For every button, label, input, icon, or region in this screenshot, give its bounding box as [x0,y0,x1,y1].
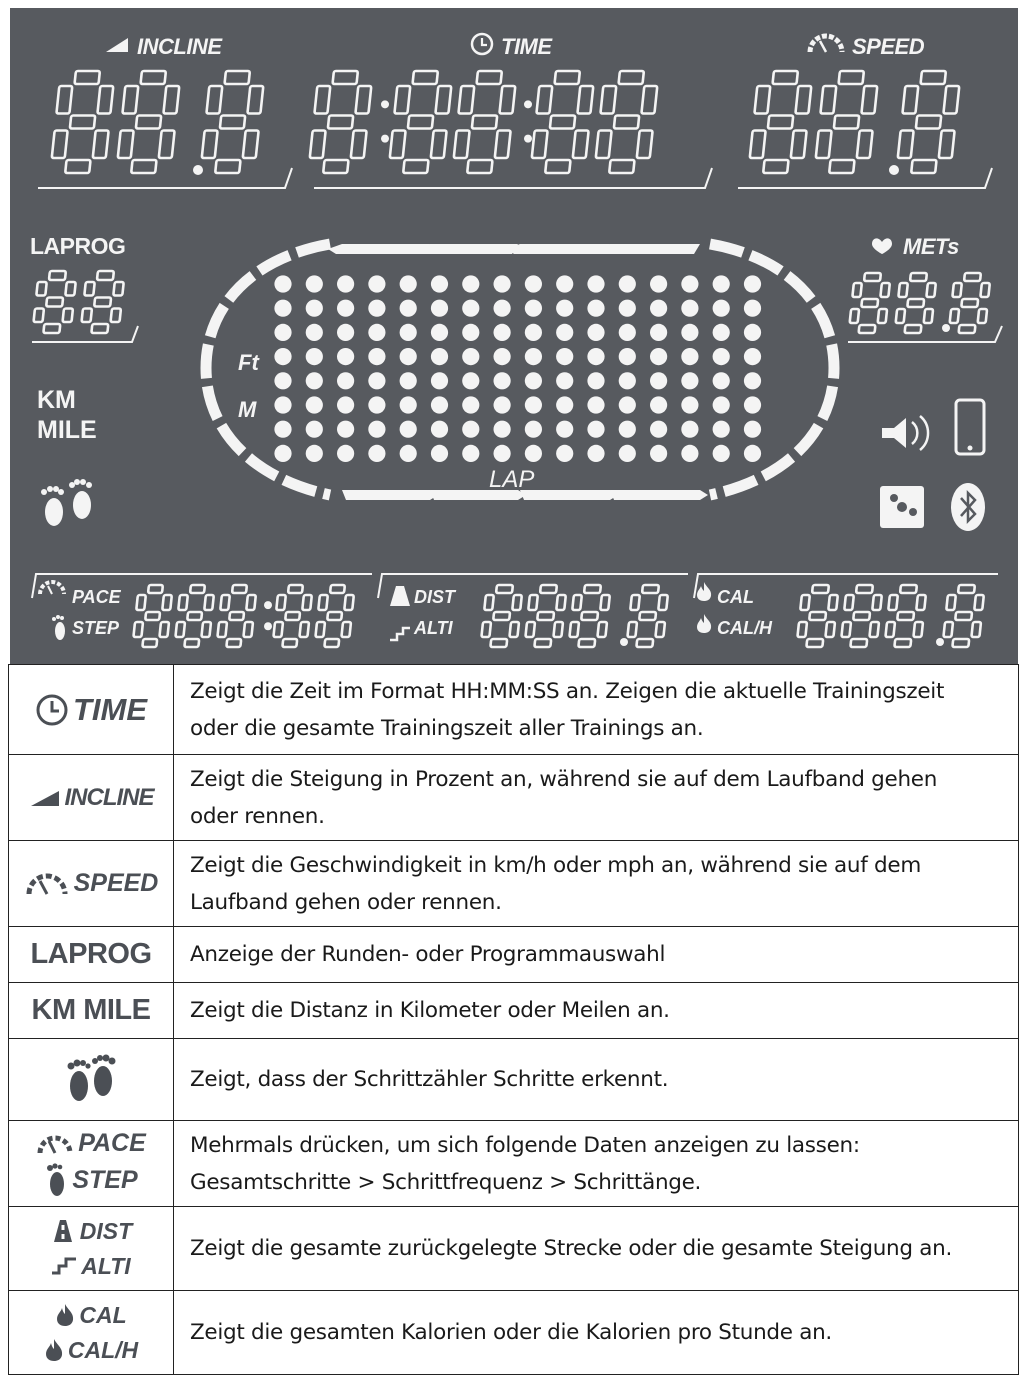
matrix-dot [556,372,573,389]
matrix-dot [337,396,354,413]
matrix-dot [556,445,573,462]
matrix-dot [337,421,354,438]
matrix-dot [462,348,479,365]
speed-digit [896,71,961,173]
legend-key-speed [9,841,174,927]
alti-icon [390,628,410,640]
legend-key-label: LAPROG [30,938,152,970]
pace-colon [264,601,272,609]
legend-row-time [9,665,1019,755]
legend-key-label: PACE [78,1129,146,1157]
matrix-dot [525,324,542,341]
legend-desc-line: Zeigt die Steigung in Prozent an, während sie auf dem Laufband gehen [190,766,938,792]
console-display [10,8,1018,664]
matrix-dot [650,396,667,413]
legend-key-incline [9,755,174,841]
footprints-icon [58,489,64,495]
matrix-dot [368,300,385,317]
bluetooth-speaker-icon [920,416,928,450]
matrix-dot [619,324,636,341]
dist-digit [480,585,523,647]
matrix-dot [681,348,698,365]
matrix-dot [713,348,730,365]
time-label: TIME [501,34,552,59]
legend-key-label: CAL/H [67,1336,139,1363]
legend-key-label: ALTI [81,1252,131,1279]
legend-key-label: SPEED [73,869,159,897]
time-digit [308,71,373,173]
legend-desc [174,1291,1019,1375]
lcd-graphics [10,8,1018,664]
step-label: STEP [72,618,120,638]
cal-digit [884,585,927,647]
incline-digit [50,71,115,173]
matrix-dot [400,396,417,413]
matrix-dot [431,348,448,365]
dist-digit [524,585,567,647]
matrix-dot [462,396,479,413]
matrix-dot [306,324,323,341]
matrix-dot [556,421,573,438]
matrix-dot [681,300,698,317]
legend-key-label: KM MILE [31,994,151,1026]
matrix-dot [494,445,511,462]
dist-icon [390,586,410,606]
legend-key-label: CAL [79,1301,127,1328]
legend-key-cal [9,1291,174,1375]
matrix-dot [337,300,354,317]
matrix-dot [587,348,604,365]
matrix-dot [431,445,448,462]
matrix-dot [556,275,573,292]
matrix-dot [619,300,636,317]
time-digit [594,71,659,173]
matrix-dot [619,396,636,413]
matrix-dot [306,421,323,438]
cal-label: CAL [717,587,754,607]
track-arrow [610,490,708,500]
pace-digit [272,585,313,647]
dist-decimal [620,638,628,646]
matrix-dot [274,300,291,317]
matrix-dot [525,372,542,389]
footprints-icon [41,489,47,495]
matrix-dot [525,396,542,413]
matrix-dot [713,372,730,389]
legend-key-label: TIME [72,691,148,727]
foot-icon [52,617,56,621]
matrix-dot [337,348,354,365]
matrix-dot [368,275,385,292]
incline-decimal [193,165,203,175]
incline-label: INCLINE [137,34,222,59]
footprints-icon [45,498,63,526]
matrix-dot [556,300,573,317]
legend-row-pace-step [9,1121,1019,1207]
legend-row-speed [9,841,1019,927]
time-colon [381,100,389,108]
matrix-dot [587,396,604,413]
legend-desc-line: Gesamtschritte > Schrittfrequenz > Schrittänge. [190,1169,702,1195]
speed-label: SPEED [852,34,925,59]
time-colon [381,135,389,143]
matrix-dot [587,300,604,317]
footprints-icon [69,482,75,488]
legend-desc [174,927,1019,983]
matrix-dot [306,300,323,317]
time-underline [314,168,712,188]
cal-digit [942,585,985,647]
matrix-dot [650,300,667,317]
speedometer-icon [820,41,826,52]
mets-digit [949,273,991,333]
legend-desc-line: Zeigt die Zeit im Format HH:MM:SS an. Zeigen die aktuelle Trainingszeit [190,678,945,704]
matrix-dot [587,421,604,438]
matrix-dot [400,275,417,292]
matrix-dot [400,348,417,365]
matrix-dot [744,324,761,341]
legend-desc [174,755,1019,841]
matrix-dot [400,445,417,462]
matrix-dot [462,445,479,462]
matrix-dot [494,300,511,317]
matrix-dot [650,421,667,438]
matrix-dot [650,372,667,389]
foot-icon [44,1162,68,1198]
matrix-dot [274,372,291,389]
matrix-dot [306,275,323,292]
incline-underline [38,168,292,188]
legend-desc [174,665,1019,755]
alti-icon [51,1257,77,1275]
flame-icon [55,1303,75,1327]
speed-decimal [889,165,899,175]
matrix-dot [713,445,730,462]
matrix-dot [525,275,542,292]
incline-icon [29,788,61,808]
dist-digit [568,585,611,647]
dist-digit [626,585,669,647]
matrix-dot [306,445,323,462]
flame-icon [44,1338,64,1362]
smartphone-icon [968,446,973,451]
matrix-dot [556,348,573,365]
fan-icon [897,502,907,512]
legend-desc-line: Zeigt die Distanz in Kilometer oder Meilen an. [190,998,670,1023]
matrix-dot [619,275,636,292]
matrix-dot [713,396,730,413]
matrix-dot [368,324,385,341]
foot-icon [56,615,60,619]
matrix-dot [744,396,761,413]
matrix-dot [368,421,385,438]
legend-desc-line: Zeigt, dass der Schrittzähler Schritte erkennt. [190,1067,669,1092]
km-label: KM [37,386,76,414]
matrix-dot [713,275,730,292]
incline-digit [116,71,181,173]
matrix-dot [525,421,542,438]
legend-desc-line: Zeigt die gesamten Kalorien oder die Kalorien pro Stunde an. [190,1320,832,1345]
speed-digit [748,71,813,173]
calh-label: CAL/H [717,618,772,638]
matrix-dot [587,372,604,389]
time-digit [530,71,595,173]
legend-key-label: INCLINE [64,783,154,811]
matrix-dot [713,324,730,341]
time-digit [388,71,453,173]
bluetooth-speaker-icon [882,418,906,448]
legend-desc-line: Zeigt die gesamte zurückgelegte Strecke oder die gesamte Steigung an. [190,1236,952,1261]
matrix-dot [337,372,354,389]
pace-digit [314,585,355,647]
matrix-dot [494,348,511,365]
matrix-dot [650,445,667,462]
matrix-dot [274,275,291,292]
mets-decimal [942,324,950,332]
matrix-dot [681,396,698,413]
cal-digit [796,585,839,647]
time-digit [452,71,517,173]
speed-underline [738,168,992,188]
legend-key-km-mile [9,983,174,1039]
matrix-dot [525,445,542,462]
mile-label: MILE [37,416,97,444]
legend-desc [174,1039,1019,1121]
legend-row-km-mile [9,983,1019,1039]
matrix-dot [681,324,698,341]
matrix-dot [744,275,761,292]
legend-key-steps [9,1039,174,1121]
matrix-dot [556,396,573,413]
matrix-dot [650,275,667,292]
flame-icon [697,614,711,633]
matrix-dot [619,372,636,389]
matrix-dot [306,372,323,389]
matrix-dot [619,421,636,438]
matrix-dot [494,421,511,438]
mets-digit [849,273,891,333]
matrix-dot [587,324,604,341]
pace-digit [132,585,173,647]
track-arrow [520,490,618,500]
matrix-dot [337,275,354,292]
matrix-dot [306,348,323,365]
legend-desc-line: Anzeige der Runden- oder Programmauswahl [190,942,666,967]
speedometer-icon [36,1133,74,1155]
legend-desc [174,1207,1019,1291]
legend-desc-line: Mehrmals drücken, um sich folgende Daten anzeigen zu lassen: [190,1132,860,1158]
matrix-dot [400,372,417,389]
legend-key-dist-alti [9,1207,174,1291]
footprints-icon [53,486,59,492]
fan-icon [909,508,917,516]
legend-key-label: DIST [79,1217,133,1244]
m-label: M [238,397,257,422]
matrix-dot [400,421,417,438]
track-arrow [596,244,700,254]
track-arrow [416,244,518,254]
matrix-dot [525,348,542,365]
matrix-dot [650,348,667,365]
matrix-dot [713,421,730,438]
legend-desc [174,983,1019,1039]
matrix-dot [744,348,761,365]
matrix-dot [431,300,448,317]
footprints-icon [86,482,92,488]
legend-desc-line: oder rennen. [190,803,325,829]
legend-key-laprog [9,927,174,983]
matrix-dot [400,300,417,317]
matrix-dot [681,421,698,438]
matrix-dot [368,372,385,389]
dist-label: DIST [414,587,456,607]
speedometer-icon [24,872,70,896]
matrix-dot [462,324,479,341]
speed-digit [814,71,879,173]
clock-icon [35,693,69,727]
matrix-dot [494,324,511,341]
matrix-dot [462,372,479,389]
time-colon [524,135,532,143]
matrix-dot [306,396,323,413]
cal-digit [840,585,883,647]
matrix-dot [494,396,511,413]
matrix-dot [556,324,573,341]
matrix-dot [431,396,448,413]
pace-digit [216,585,257,647]
legend-desc-line: Laufband gehen oder rennen. [190,889,502,915]
matrix-dot [587,275,604,292]
legend-key-label: STEP [72,1165,138,1194]
mets-digit [895,273,937,333]
legend-desc-line: Zeigt die Geschwindigkeit in km/h oder mph an, während sie auf dem [190,852,921,878]
matrix-dot [431,324,448,341]
matrix-dot [681,445,698,462]
foot-icon [60,616,64,620]
matrix-dot [744,372,761,389]
matrix-dot [431,421,448,438]
matrix-dot [525,300,542,317]
laprog-label: LAPROG [30,233,126,259]
speedometer-icon [48,586,52,594]
pace-label: PACE [72,587,121,607]
footprints-icon [59,1050,123,1110]
matrix-dot [400,324,417,341]
matrix-dot [462,275,479,292]
legend-row-cal [9,1291,1019,1375]
legend-row-laprog [9,927,1019,983]
incline-digit [200,71,265,173]
pace-digit [174,585,215,647]
matrix-dot [681,372,698,389]
mets-label: METs [903,234,959,259]
fan-icon [890,494,898,502]
matrix-dot [619,348,636,365]
matrix-dot [431,275,448,292]
legend-key-pace-step [9,1121,174,1207]
cal-decimal [936,638,944,646]
matrix-dot [274,421,291,438]
legend-desc [174,1121,1019,1207]
dist-icon [50,1218,76,1244]
matrix-dot [462,421,479,438]
matrix-dot [713,300,730,317]
matrix-dot [368,396,385,413]
laprog-digit [80,271,125,333]
flame-icon [697,582,711,601]
lap-label: LAP [489,466,535,493]
matrix-dot [494,372,511,389]
legend-row-incline [9,755,1019,841]
matrix-dot [274,348,291,365]
matrix-dot [587,445,604,462]
matrix-dot [274,324,291,341]
footprints-icon [80,479,86,485]
matrix-dot [681,275,698,292]
matrix-dot [744,300,761,317]
foot-icon [55,622,65,640]
matrix-dot [619,445,636,462]
clock-icon [482,38,487,45]
matrix-dot [462,300,479,317]
matrix-dot [274,445,291,462]
legend-table [8,664,1019,1375]
track-arrow [506,244,610,254]
pace-colon [264,622,272,630]
ft-label: Ft [238,350,259,375]
bluetooth-speaker-icon [912,422,917,444]
matrix-dot [368,445,385,462]
legend-desc [174,841,1019,927]
matrix-dot [337,445,354,462]
track-arrow [342,490,438,500]
footprints-icon [73,491,91,519]
legend-desc-line: oder die gesamte Trainingszeit aller Trainings an. [190,715,704,741]
matrix-dot [494,275,511,292]
incline-icon [106,38,128,52]
legend-key-time [9,665,174,755]
footprints-icon [47,486,53,492]
matrix-dot [431,372,448,389]
heart-icon [872,238,892,254]
matrix-dot [274,396,291,413]
time-colon [524,100,532,108]
matrix-dot [744,421,761,438]
track-arrow [328,244,430,254]
matrix-dot [337,324,354,341]
legend-row-dist-alti [9,1207,1019,1291]
laprog-digit [32,271,77,333]
footprints-icon [74,479,80,485]
matrix-dot [744,445,761,462]
matrix-dot [650,324,667,341]
legend-row-steps [9,1039,1019,1121]
matrix-dot [368,348,385,365]
alti-label: ALTI [414,618,453,638]
